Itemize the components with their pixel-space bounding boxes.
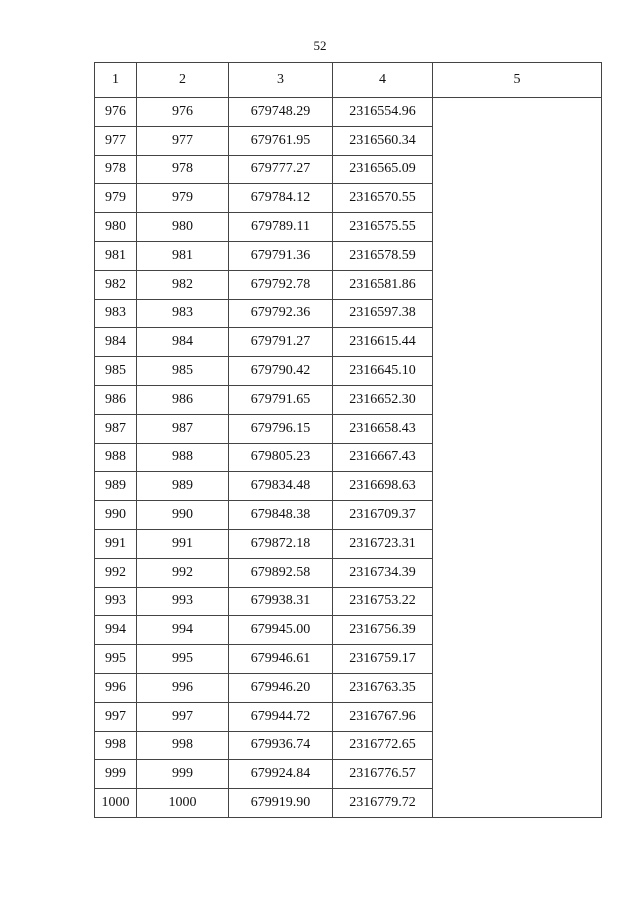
table-cell-col-2: 990 <box>137 501 229 530</box>
table-cell-col-2: 979 <box>137 184 229 213</box>
table-cell-col-4: 2316570.55 <box>333 184 433 213</box>
table-cell-col-3: 679791.36 <box>229 241 333 270</box>
table-cell-col-2: 985 <box>137 357 229 386</box>
table-cell-col-2: 978 <box>137 155 229 184</box>
column-header-5: 5 <box>433 63 602 98</box>
table-cell-col-1: 983 <box>95 299 137 328</box>
table-cell-col-4: 2316723.31 <box>333 529 433 558</box>
table-cell-col-3: 679790.42 <box>229 357 333 386</box>
table-cell-col-1: 987 <box>95 414 137 443</box>
page-number: 52 <box>313 38 327 53</box>
table-cell-col-3: 679792.36 <box>229 299 333 328</box>
column-header-3: 3 <box>229 63 333 98</box>
table-cell-col-2: 991 <box>137 529 229 558</box>
table-cell-col-2: 997 <box>137 702 229 731</box>
table-cell-col-3: 679796.15 <box>229 414 333 443</box>
table-cell-col-4: 2316779.72 <box>333 789 433 818</box>
table-cell-col-5 <box>433 98 602 818</box>
table-cell-col-2: 987 <box>137 414 229 443</box>
table-cell-col-1: 1000 <box>95 789 137 818</box>
table-cell-col-4: 2316753.22 <box>333 587 433 616</box>
table-cell-col-2: 992 <box>137 558 229 587</box>
table-cell-col-2: 1000 <box>137 789 229 818</box>
table-cell-col-4: 2316581.86 <box>333 270 433 299</box>
table-cell-col-2: 995 <box>137 645 229 674</box>
table-cell-col-1: 980 <box>95 213 137 242</box>
table-cell-col-1: 978 <box>95 155 137 184</box>
table-cell-col-1: 985 <box>95 357 137 386</box>
table-cell-col-3: 679834.48 <box>229 472 333 501</box>
column-header-1: 1 <box>95 63 137 98</box>
table-cell-col-2: 980 <box>137 213 229 242</box>
table-cell-col-4: 2316575.55 <box>333 213 433 242</box>
table-cell-col-2: 989 <box>137 472 229 501</box>
table-cell-col-2: 999 <box>137 760 229 789</box>
table-cell-col-3: 679872.18 <box>229 529 333 558</box>
table-cell-col-1: 998 <box>95 731 137 760</box>
table-cell-col-1: 996 <box>95 673 137 702</box>
table-cell-col-3: 679784.12 <box>229 184 333 213</box>
table-cell-col-3: 679848.38 <box>229 501 333 530</box>
table-cell-col-1: 979 <box>95 184 137 213</box>
table-cell-col-2: 996 <box>137 673 229 702</box>
header-row <box>95 63 602 98</box>
table-cell-col-2: 986 <box>137 385 229 414</box>
table-cell-col-4: 2316554.96 <box>333 98 433 127</box>
table-cell-col-2: 993 <box>137 587 229 616</box>
table-cell-col-1: 982 <box>95 270 137 299</box>
table-cell-col-1: 991 <box>95 529 137 558</box>
coordinates-table <box>94 62 602 818</box>
table-cell-col-1: 976 <box>95 98 137 127</box>
table-cell-col-4: 2316597.38 <box>333 299 433 328</box>
table-cell-col-3: 679805.23 <box>229 443 333 472</box>
column-header-2: 2 <box>137 63 229 98</box>
table-cell-col-4: 2316667.43 <box>333 443 433 472</box>
table-cell-col-4: 2316709.37 <box>333 501 433 530</box>
table-cell-col-3: 679789.11 <box>229 213 333 242</box>
table-cell-col-1: 989 <box>95 472 137 501</box>
table-cell-col-4: 2316734.39 <box>333 558 433 587</box>
table-cell-col-4: 2316658.43 <box>333 414 433 443</box>
table-cell-col-3: 679919.90 <box>229 789 333 818</box>
table-cell-col-4: 2316560.34 <box>333 126 433 155</box>
table-cell-col-3: 679791.65 <box>229 385 333 414</box>
table-cell-col-3: 679945.00 <box>229 616 333 645</box>
table-cell-col-4: 2316763.35 <box>333 673 433 702</box>
table-cell-col-2: 982 <box>137 270 229 299</box>
table-cell-col-2: 977 <box>137 126 229 155</box>
table-cell-col-1: 984 <box>95 328 137 357</box>
table-cell-col-1: 988 <box>95 443 137 472</box>
table-cell-col-3: 679761.95 <box>229 126 333 155</box>
table-cell-col-3: 679791.27 <box>229 328 333 357</box>
table-cell-col-1: 992 <box>95 558 137 587</box>
table-cell-col-4: 2316772.65 <box>333 731 433 760</box>
table-cell-col-2: 994 <box>137 616 229 645</box>
table-cell-col-4: 2316767.96 <box>333 702 433 731</box>
table-cell-col-2: 984 <box>137 328 229 357</box>
table-cell-col-1: 981 <box>95 241 137 270</box>
table-cell-col-2: 981 <box>137 241 229 270</box>
table-cell-col-1: 994 <box>95 616 137 645</box>
table-cell-col-3: 679946.20 <box>229 673 333 702</box>
table-cell-col-4: 2316698.63 <box>333 472 433 501</box>
table-cell-col-3: 679936.74 <box>229 731 333 760</box>
table-cell-col-3: 679777.27 <box>229 155 333 184</box>
table-cell-col-3: 679792.78 <box>229 270 333 299</box>
table-cell-col-3: 679944.72 <box>229 702 333 731</box>
table-cell-col-4: 2316652.30 <box>333 385 433 414</box>
table-cell-col-2: 988 <box>137 443 229 472</box>
table-cell-col-3: 679938.31 <box>229 587 333 616</box>
table-cell-col-4: 2316645.10 <box>333 357 433 386</box>
table-cell-col-1: 995 <box>95 645 137 674</box>
table-cell-col-2: 998 <box>137 731 229 760</box>
table-cell-col-4: 2316759.17 <box>333 645 433 674</box>
table-cell-col-4: 2316578.59 <box>333 241 433 270</box>
table-cell-col-1: 997 <box>95 702 137 731</box>
table-cell-col-4: 2316756.39 <box>333 616 433 645</box>
table-cell-col-3: 679748.29 <box>229 98 333 127</box>
table-cell-col-2: 976 <box>137 98 229 127</box>
table-row <box>95 98 602 127</box>
table-cell-col-3: 679892.58 <box>229 558 333 587</box>
table-body <box>95 98 602 818</box>
table-cell-col-1: 993 <box>95 587 137 616</box>
table-cell-col-1: 977 <box>95 126 137 155</box>
table-cell-col-1: 990 <box>95 501 137 530</box>
table-cell-col-2: 983 <box>137 299 229 328</box>
table-cell-col-1: 999 <box>95 760 137 789</box>
table-cell-col-1: 986 <box>95 385 137 414</box>
table-cell-col-4: 2316565.09 <box>333 155 433 184</box>
table-cell-col-4: 2316615.44 <box>333 328 433 357</box>
table-cell-col-3: 679946.61 <box>229 645 333 674</box>
table-cell-col-3: 679924.84 <box>229 760 333 789</box>
column-header-4: 4 <box>333 63 433 98</box>
table-cell-col-4: 2316776.57 <box>333 760 433 789</box>
